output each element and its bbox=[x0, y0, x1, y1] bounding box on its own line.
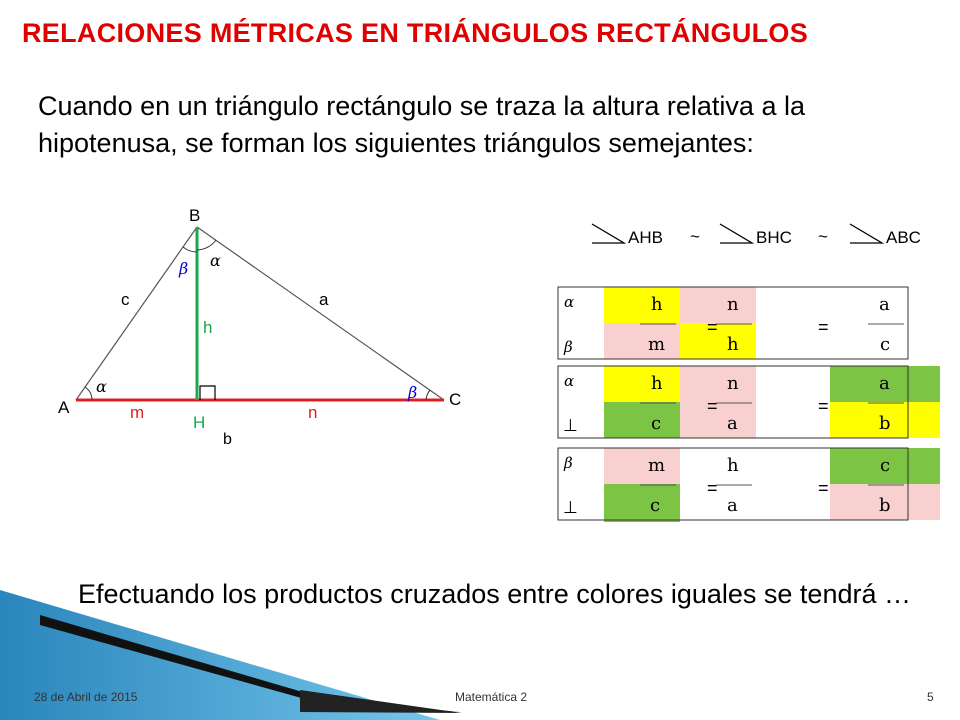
table2-eq-1: = bbox=[707, 396, 718, 416]
ratio-table-2 bbox=[558, 366, 940, 438]
table1-row1-angle: α bbox=[564, 293, 575, 311]
table3-eq-2: = bbox=[818, 478, 829, 498]
table3-den-2: a bbox=[727, 495, 738, 516]
angle-arc-a bbox=[85, 387, 92, 400]
angle-arc-b-right bbox=[197, 240, 216, 250]
table2-den-2: a bbox=[727, 413, 738, 434]
triangle-icon bbox=[592, 224, 624, 243]
vertex-a-label: A bbox=[58, 398, 70, 417]
slide-title: RELACIONES MÉTRICAS EN TRIÁNGULOS RECTÁNGULOS bbox=[22, 18, 809, 48]
table1-num-1: h bbox=[651, 294, 663, 315]
t1-label: AHB bbox=[628, 228, 663, 247]
table1-row2-angle: β bbox=[564, 338, 573, 356]
table2-num-2: n bbox=[727, 373, 739, 394]
table3-row2-angle: ⊥ bbox=[563, 498, 578, 517]
table2-num-1: h bbox=[651, 373, 663, 394]
beta-at-c-label: β bbox=[408, 383, 418, 402]
intro-paragraph: Cuando en un triángulo rectángulo se traza la altura relativa a la hipotenusa, se forman los siguientes triángulos semejantes: bbox=[38, 91, 805, 158]
table2-eq-2: = bbox=[818, 396, 829, 416]
footer-course: Matemática 2 bbox=[455, 690, 528, 704]
footer-date: 28 de Abril de 2015 bbox=[34, 690, 138, 704]
table3-den-1: c bbox=[650, 495, 661, 516]
ratio-table-3 bbox=[558, 448, 940, 522]
table2-den-3: b bbox=[879, 413, 891, 434]
side-a-label: a bbox=[319, 290, 329, 309]
alpha-at-a-label: α bbox=[96, 377, 107, 396]
side-c-label: c bbox=[121, 290, 130, 309]
ratio-table-1 bbox=[558, 287, 908, 359]
table1-eq-1: = bbox=[707, 317, 718, 337]
side-a-line bbox=[197, 227, 444, 400]
table2-row2-angle: ⊥ bbox=[563, 416, 578, 435]
similarity-row bbox=[592, 224, 921, 247]
table3-row1-angle: β bbox=[564, 454, 573, 472]
table3-eq-1: = bbox=[707, 478, 718, 498]
table1-den-2: h bbox=[727, 334, 739, 355]
height-label: h bbox=[203, 318, 213, 337]
side-b-label: b bbox=[223, 431, 232, 448]
t2-label: BHC bbox=[756, 228, 792, 247]
table1-den-1: m bbox=[648, 334, 666, 355]
table2-row1-angle: α bbox=[564, 372, 575, 390]
table3-num-2: h bbox=[727, 455, 739, 476]
footer-page: 5 bbox=[927, 690, 934, 704]
foot-h-label: H bbox=[193, 413, 206, 432]
triangle-icon bbox=[720, 224, 752, 243]
vertex-b-label: B bbox=[189, 206, 201, 225]
table3-den-3: b bbox=[879, 495, 891, 516]
table3-num-3: c bbox=[880, 455, 891, 476]
table1-num-2: n bbox=[727, 294, 739, 315]
t3-label: ABC bbox=[886, 228, 921, 247]
sim-2: ~ bbox=[818, 227, 828, 246]
table1-eq-2: = bbox=[818, 317, 829, 337]
table2-den-1: c bbox=[651, 413, 662, 434]
table1-den-3: c bbox=[880, 334, 891, 355]
sim-1: ~ bbox=[690, 227, 700, 246]
outro-paragraph: Efectuando los productos cruzados entre colores iguales se tendrá … bbox=[78, 579, 911, 609]
angle-arc-b-left bbox=[183, 247, 197, 252]
table3-num-1: m bbox=[648, 455, 666, 476]
decor-black-arrow-tip bbox=[300, 690, 462, 713]
seg-m-label: m bbox=[130, 403, 145, 422]
vertex-c-label: C bbox=[449, 390, 462, 409]
seg-n-label: n bbox=[308, 403, 318, 422]
triangle-icon bbox=[850, 224, 882, 243]
table2-num-3: a bbox=[879, 373, 890, 394]
alpha-at-b-label: α bbox=[210, 251, 221, 270]
side-c-line bbox=[76, 227, 197, 400]
table1-num-3: a bbox=[879, 294, 890, 315]
beta-at-b-label: β bbox=[179, 259, 189, 278]
right-angle-mark bbox=[200, 386, 215, 400]
